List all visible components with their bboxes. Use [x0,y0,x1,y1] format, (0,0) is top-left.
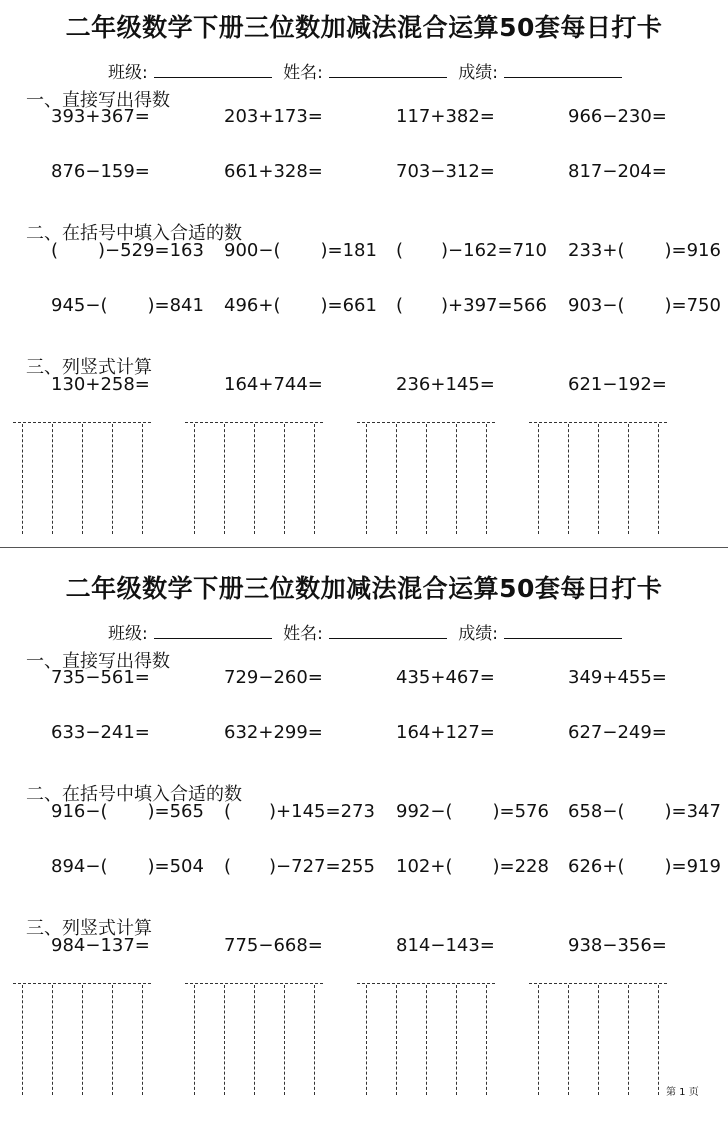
problem: 735−561= [51,667,150,688]
problem-part: )−529=163 [98,240,204,261]
fill-blank-problem [224,801,375,822]
work-grid[interactable] [357,983,495,1095]
fill-blank-problem [51,240,204,261]
name-label: 姓名: [283,624,323,644]
problem-part: )=750 [664,295,721,316]
problem-part: )=228 [492,856,549,877]
class-blank [154,63,272,78]
name-blank [329,624,447,639]
fill-blank-problem [568,240,721,261]
problem-part: )=504 [147,856,204,877]
section-3-heading: 三、列竖式计算 [26,357,152,378]
work-grid[interactable] [529,983,667,1095]
problem-part: 658−( [568,801,625,822]
fill-blank-row [51,801,721,825]
problem-part: 894−( [51,856,108,877]
fill-blank-problem [396,240,547,261]
problem-part: )+145=273 [269,801,375,822]
fill-blank-problem [51,295,204,316]
problem: 938−356= [568,935,667,956]
section-3-heading: 三、列竖式计算 [26,918,152,939]
problem: 393+367= [51,106,150,127]
fill-blank-row [51,856,721,880]
problem: 164+127= [396,722,495,743]
work-grid[interactable] [13,422,151,534]
problem: 984−137= [51,935,150,956]
problem-part: )−162=710 [441,240,547,261]
work-grid[interactable] [357,422,495,534]
name-blank [329,63,447,78]
problem-part: )=347 [664,801,721,822]
work-grid[interactable] [529,422,667,534]
class-label: 班级: [108,63,148,83]
problem-part: )=661 [320,295,377,316]
problem: 966−230= [568,106,667,127]
problem: 703−312= [396,161,495,182]
problem: 621−192= [568,374,667,395]
name-label: 姓名: [283,63,323,83]
problem-part: 496+( [224,295,281,316]
problem-part: 916−( [51,801,108,822]
problem-part: 102+( [396,856,453,877]
student-info [108,58,628,83]
fill-blank-problem [396,856,549,877]
problem-part: )=919 [664,856,721,877]
section-2-heading: 二、在括号中填入合适的数 [26,784,242,805]
problem-part: )=565 [147,801,204,822]
problem-part: )+397=566 [441,295,547,316]
fill-blank-problem [224,295,377,316]
fill-blank-problem [396,295,547,316]
problem: 632+299= [224,722,323,743]
problem-part: )−727=255 [269,856,375,877]
problem-part: )=916 [664,240,721,261]
score-blank [504,624,622,639]
sheet-divider [0,547,728,548]
problem-part: 945−( [51,295,108,316]
problem: 814−143= [396,935,495,956]
section-1-heading: 一、直接写出得数 [26,90,170,111]
problem-part: )=181 [320,240,377,261]
problem-row [51,722,721,746]
class-blank [154,624,272,639]
problem: 117+382= [396,106,495,127]
score-blank [504,63,622,78]
class-label: 班级: [108,624,148,644]
problem: 775−668= [224,935,323,956]
fill-blank-problem [224,856,375,877]
problem: 627−249= [568,722,667,743]
problem-part: )=576 [492,801,549,822]
fill-blank-problem [51,801,204,822]
problem-part: ( [51,240,59,261]
work-grid[interactable] [185,422,323,534]
score-label: 成绩: [458,63,499,83]
vertical-calc-row [51,374,721,398]
fill-blank-problem [396,801,549,822]
problem-part: ( [396,240,404,261]
score-label: 成绩: [458,624,499,644]
fill-blank-problem [568,801,721,822]
work-grid[interactable] [13,983,151,1095]
problem-part: 903−( [568,295,625,316]
problem-row [51,161,721,185]
problem: 661+328= [224,161,323,182]
section-2-heading: 二、在括号中填入合适的数 [26,223,242,244]
section-1-heading: 一、直接写出得数 [26,651,170,672]
problem: 203+173= [224,106,323,127]
problem: 876−159= [51,161,150,182]
vertical-calc-row [51,935,721,959]
worksheet-title: 二年级数学下册三位数加减法混合运算50套每日打卡 [65,574,663,603]
problem: 435+467= [396,667,495,688]
problem-part: 900−( [224,240,281,261]
fill-blank-problem [224,240,377,261]
problem-part: ( [396,295,404,316]
problem-row [51,106,721,130]
fill-blank-problem [568,295,721,316]
problem: 817−204= [568,161,667,182]
problem: 349+455= [568,667,667,688]
problem: 729−260= [224,667,323,688]
problem: 164+744= [224,374,323,395]
problem: 633−241= [51,722,150,743]
student-info [108,619,628,644]
fill-blank-row [51,295,721,319]
problem: 236+145= [396,374,495,395]
problem-part: 626+( [568,856,625,877]
problem-part: 233+( [568,240,625,261]
problem-part: ( [224,801,232,822]
fill-blank-problem [568,856,721,877]
page-number: 第 1 页 [666,1087,699,1098]
problem: 130+258= [51,374,150,395]
worksheet-title: 二年级数学下册三位数加减法混合运算50套每日打卡 [65,13,663,42]
problem-row [51,667,721,691]
fill-blank-problem [51,856,204,877]
fill-blank-row [51,240,721,264]
problem-part: ( [224,856,232,877]
problem-part: 992−( [396,801,453,822]
problem-part: )=841 [147,295,204,316]
work-grid[interactable] [185,983,323,1095]
